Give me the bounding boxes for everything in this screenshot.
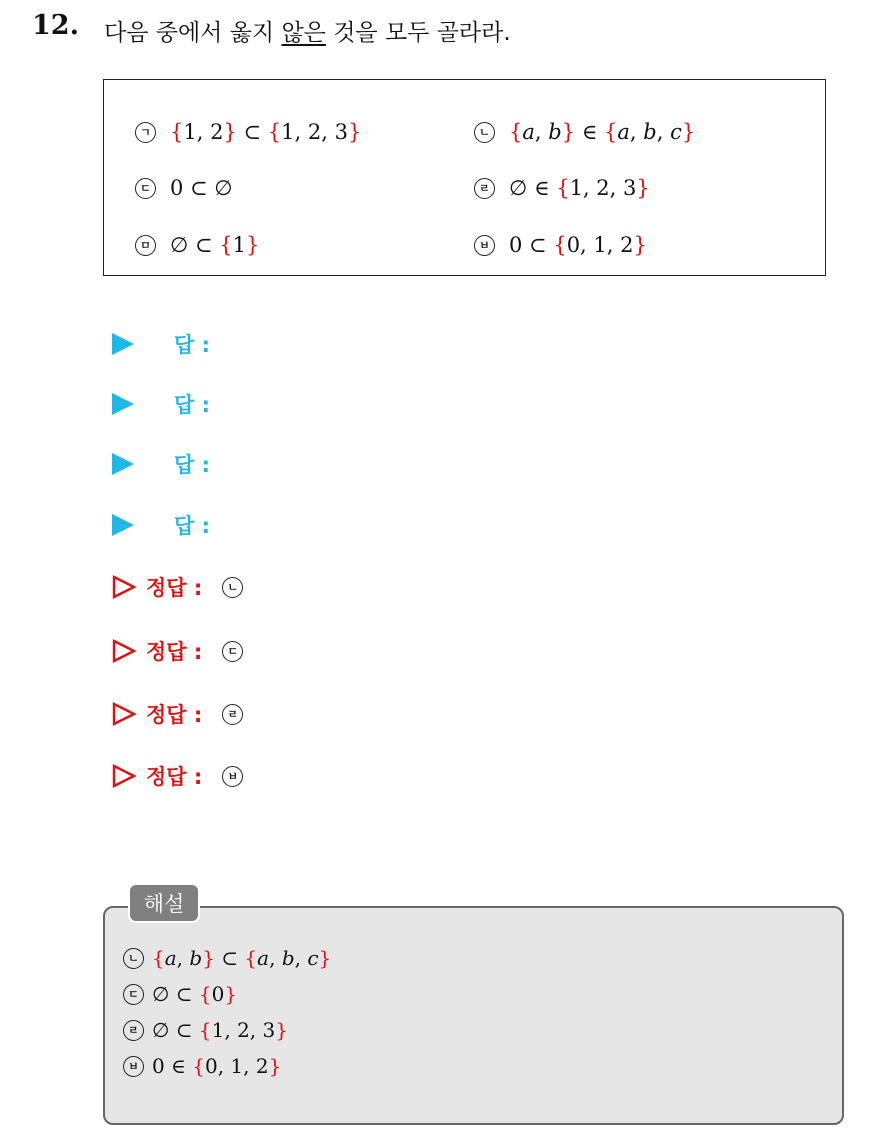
answer-row [112, 327, 210, 361]
choice-expression: ∅ ⊂ {1} [170, 233, 260, 257]
circled-marker: ㅁ [135, 235, 156, 256]
circled-marker: ㅂ [474, 235, 495, 256]
circled-marker: ㄷ [135, 178, 156, 199]
choice-expression: 0 ⊂ ∅ [170, 176, 233, 200]
explanation-line [123, 1018, 288, 1042]
outline-triangle-icon [112, 639, 136, 663]
question-number: 12. [32, 10, 79, 41]
choice-2 [474, 120, 695, 144]
answer-row [112, 508, 210, 542]
explanation-line [123, 982, 237, 1006]
choice-4 [474, 176, 650, 200]
choice-3 [135, 176, 233, 200]
correct-label: 정답 : [146, 703, 203, 727]
explanation-expression: ∅ ⊂ {0} [152, 982, 238, 1006]
outline-triangle-icon [112, 575, 136, 599]
correct-marker: ㄴ [222, 577, 243, 598]
choice-expression: ∅ ∈ {1, 2, 3} [509, 176, 650, 200]
answer-row [112, 447, 210, 481]
correct-answer-row [112, 570, 243, 604]
emphasis-underline: 않은 [281, 20, 326, 46]
correct-answer-row [112, 759, 243, 793]
correct-marker: ㄷ [222, 641, 243, 662]
correct-marker: ㄹ [222, 704, 243, 725]
play-triangle-icon [112, 514, 134, 536]
explanation-expression: ∅ ⊂ {1, 2, 3} [152, 1018, 288, 1042]
choice-expression: {1, 2} ⊂ {1, 2, 3} [170, 120, 362, 144]
outline-triangle-icon [112, 702, 136, 726]
explanation-expression: {a, b} ⊂ {a, b, c} [152, 946, 332, 970]
explanation-box [103, 906, 844, 1125]
answer-label: 답 : [174, 333, 210, 357]
circled-marker: ㄴ [474, 122, 495, 143]
choice-expression: {a, b} ∈ {a, b, c} [509, 120, 696, 144]
circled-marker: ㄹ [123, 1020, 144, 1041]
correct-marker: ㅂ [222, 766, 243, 787]
circled-marker: ㄷ [123, 984, 144, 1005]
choice-5 [135, 233, 259, 257]
circled-marker: ㄹ [474, 178, 495, 199]
correct-answer-row [112, 697, 243, 731]
play-triangle-icon [112, 333, 134, 355]
choice-6 [474, 233, 647, 257]
correct-answer-row [112, 634, 243, 668]
choice-1 [135, 120, 361, 144]
explanation-line [123, 946, 331, 970]
question-text: 다음 중에서 옳지 않은 것을 모두 골라라. [104, 20, 511, 46]
correct-label: 정답 : [146, 765, 203, 789]
play-triangle-icon [112, 393, 134, 415]
circled-marker: ㄴ [123, 948, 144, 969]
correct-label: 정답 : [146, 576, 203, 600]
outline-triangle-icon [112, 764, 136, 788]
correct-label: 정답 : [146, 640, 203, 664]
answer-label: 답 : [174, 453, 210, 477]
answer-label: 답 : [174, 393, 210, 417]
circled-marker: ㅂ [123, 1056, 144, 1077]
circled-marker: ㄱ [135, 122, 156, 143]
explanation-line [123, 1054, 281, 1078]
explanation-expression: 0 ∈ {0, 1, 2} [152, 1054, 282, 1078]
answer-row [112, 387, 210, 421]
answer-label: 답 : [174, 514, 210, 538]
explanation-tab: 해설 [128, 883, 200, 923]
choice-expression: 0 ⊂ {0, 1, 2} [509, 233, 647, 257]
play-triangle-icon [112, 453, 134, 475]
